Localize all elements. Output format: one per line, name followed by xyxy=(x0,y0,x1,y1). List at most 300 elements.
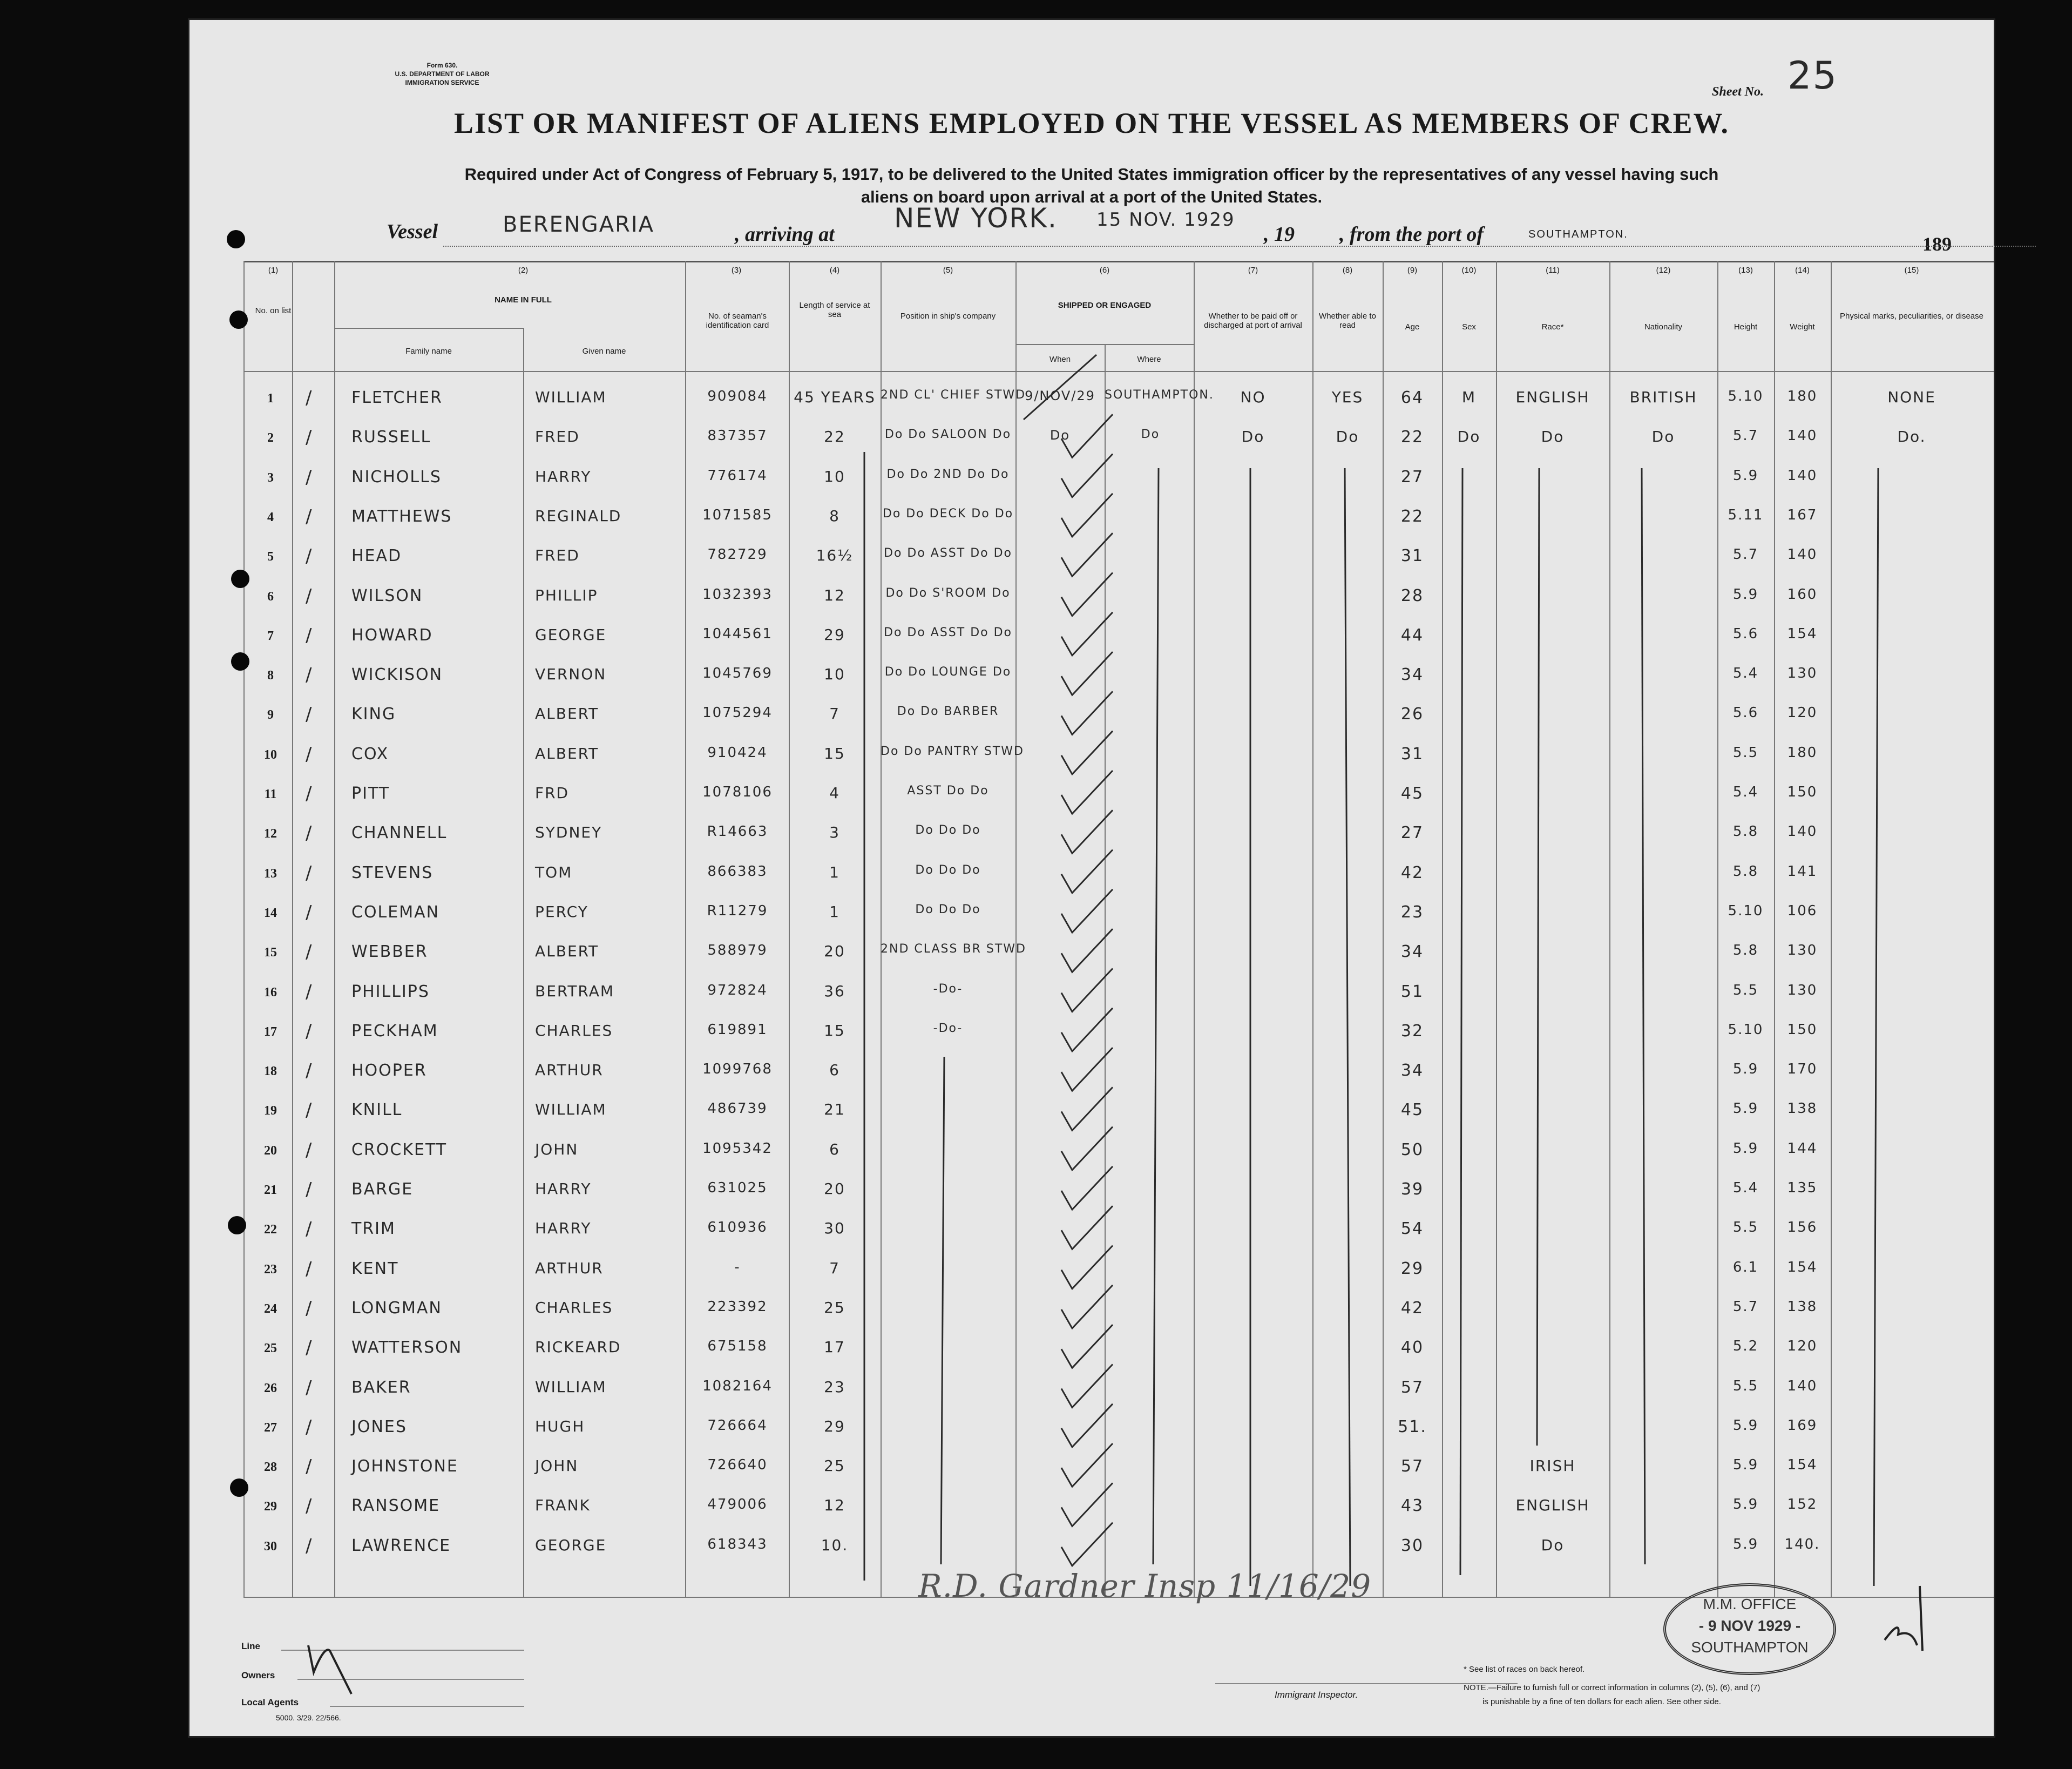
cell-height: 5.5 xyxy=(1732,982,1759,998)
tick-mark xyxy=(1061,1246,1113,1289)
cell-height: 5.9 xyxy=(1732,467,1759,484)
row-check-mark: / xyxy=(306,1495,313,1517)
cell-age: 51. xyxy=(1398,1417,1427,1436)
cell-card: 1095342 xyxy=(702,1140,773,1157)
cell-height: 5.7 xyxy=(1732,1298,1759,1315)
cell-weight: 130 xyxy=(1787,665,1818,682)
no-on-list-header: No. on list xyxy=(255,306,292,315)
cell-given: REGINALD xyxy=(535,507,622,525)
cell-service: 16½ xyxy=(816,546,854,565)
id-card-header: No. of seaman's identification card xyxy=(706,312,769,330)
cell-service: 25 xyxy=(824,1457,845,1475)
cell-marks: NONE xyxy=(1887,388,1936,406)
col-num-9: (9) xyxy=(1407,266,1418,275)
row-number: 11 xyxy=(264,787,277,801)
cell-given: HARRY xyxy=(535,467,592,485)
cell-card: 619891 xyxy=(707,1021,768,1038)
cell-height: 5.7 xyxy=(1732,546,1759,563)
tick-mark xyxy=(1061,1285,1113,1328)
cell-race: Do xyxy=(1541,1536,1565,1554)
cell-given: HUGH xyxy=(535,1417,585,1435)
tick-mark xyxy=(1061,1325,1113,1368)
cell-height: 5.10 xyxy=(1728,902,1764,919)
tick-mark xyxy=(1061,850,1113,893)
cell-service: 45 YEARS xyxy=(794,388,876,406)
agents-rule xyxy=(330,1706,524,1707)
cell-height: 5.9 xyxy=(1732,1140,1759,1157)
page-number: 189 xyxy=(1922,233,1952,255)
cell-position: -Do- xyxy=(933,1021,963,1035)
cell-weight: 160 xyxy=(1787,586,1818,603)
cell-height: 5.9 xyxy=(1732,1061,1759,1078)
cell-weight: 169 xyxy=(1787,1417,1818,1434)
row-check-mark: / xyxy=(306,1297,313,1319)
cell-card: 1078106 xyxy=(702,784,773,800)
cell-position: Do Do LOUNGE Do xyxy=(884,665,1012,679)
cell-family: RUSSELL xyxy=(351,428,431,447)
cell-card: 909084 xyxy=(707,388,768,404)
cell-family: WEBBER xyxy=(351,942,428,962)
cell-height: 5.2 xyxy=(1732,1338,1759,1355)
cell-service: 29 xyxy=(824,625,845,644)
cell-given: HARRY xyxy=(535,1219,592,1238)
cell-card: 1032393 xyxy=(702,586,773,603)
cell-family: STEVENS xyxy=(351,863,434,882)
cell-service: 15 xyxy=(824,1021,845,1039)
cell-service: 17 xyxy=(824,1338,845,1356)
form-line: U.S. DEPARTMENT OF LABOR xyxy=(395,70,490,78)
row-number: 17 xyxy=(264,1024,277,1039)
col-num-13: (13) xyxy=(1738,266,1753,275)
cell-service: 36 xyxy=(824,982,845,1000)
cell-height: 5.4 xyxy=(1732,665,1759,682)
ditto-marks xyxy=(189,20,1994,1736)
tick-mark xyxy=(1061,1048,1113,1091)
cell-height: 5.9 xyxy=(1732,1100,1759,1117)
col-num-14: (14) xyxy=(1795,266,1810,275)
cell-family: PITT xyxy=(351,784,390,803)
col-num-7: (7) xyxy=(1248,266,1258,275)
cell-age: 27 xyxy=(1400,467,1424,487)
agents-label: Local Agents xyxy=(241,1697,299,1707)
col-num-2: (2) xyxy=(518,266,529,275)
cell-card: 618343 xyxy=(707,1536,768,1552)
cell-age: 28 xyxy=(1400,586,1424,605)
tick-mark xyxy=(1061,533,1113,576)
height-header: Height xyxy=(1734,322,1758,332)
cell-height: 5.6 xyxy=(1732,625,1759,642)
row-check-mark: / xyxy=(306,1218,313,1240)
row-number: 30 xyxy=(264,1539,277,1554)
cell-given: GEORGE xyxy=(535,625,607,644)
row-number: 12 xyxy=(264,827,277,841)
cell-height: 5.7 xyxy=(1732,428,1759,444)
arrival-date: 15 NOV. 1929 xyxy=(1096,209,1235,231)
row-check-mark: / xyxy=(306,704,313,726)
initials-scribble xyxy=(1879,1575,1939,1656)
cell-given: GEORGE xyxy=(535,1536,607,1554)
cell-height: 5.8 xyxy=(1732,942,1759,959)
cell-family: PHILLIPS xyxy=(351,982,430,1001)
cell-position: Do Do ASST Do Do xyxy=(884,546,1012,561)
given-name-header: Given name xyxy=(582,347,626,356)
cell-position: ASST Do Do xyxy=(907,784,989,798)
cell-card: 910424 xyxy=(707,744,768,761)
cell-race: ENGLISH xyxy=(1515,388,1590,406)
arriving-port: NEW YORK. xyxy=(894,202,1058,234)
cell-service: 22 xyxy=(824,428,845,446)
row-number: 4 xyxy=(267,510,274,524)
cell-height: 5.5 xyxy=(1732,1219,1759,1236)
cell-family: COLEMAN xyxy=(351,902,440,922)
cell-given: SYDNEY xyxy=(535,823,602,842)
cell-age: 29 xyxy=(1400,1259,1424,1278)
cell-race: Do xyxy=(1541,428,1565,446)
row-check-mark: / xyxy=(306,783,313,805)
tick-mark xyxy=(1061,652,1113,695)
tick-mark xyxy=(1061,1365,1113,1408)
cell-given: BERTRAM xyxy=(535,982,615,1000)
cell-age: 31 xyxy=(1400,546,1424,566)
row-number: 22 xyxy=(264,1223,277,1237)
cell-position: Do Do BARBER xyxy=(897,705,999,719)
cell-weight: 135 xyxy=(1787,1180,1818,1196)
sex-header: Sex xyxy=(1462,322,1476,332)
row-check-mark: / xyxy=(306,1456,313,1478)
col-num-8: (8) xyxy=(1342,266,1353,275)
cell-age: 43 xyxy=(1400,1496,1424,1516)
cell-given: HARRY xyxy=(535,1180,592,1198)
punch-hole xyxy=(227,230,245,248)
row-check-mark: / xyxy=(306,466,313,488)
cell-read: Do xyxy=(1336,428,1359,446)
cell-card: 1075294 xyxy=(702,705,773,721)
cell-nationality: BRITISH xyxy=(1629,388,1697,406)
tick-mark xyxy=(1061,454,1113,497)
cell-age: 27 xyxy=(1400,823,1424,843)
shipped-header: SHIPPED OR ENGAGED xyxy=(1058,301,1152,310)
punch-hole xyxy=(228,1216,246,1234)
cell-age: 42 xyxy=(1400,1298,1424,1318)
from-label: , from the port of xyxy=(1339,223,1484,246)
form-line: Form 630. xyxy=(426,62,458,69)
cell-weight: 170 xyxy=(1787,1061,1818,1078)
cell-family: HOOPER xyxy=(351,1061,427,1081)
cell-service: 15 xyxy=(824,744,845,762)
cell-card: 479006 xyxy=(707,1496,768,1513)
row-number: 23 xyxy=(264,1262,277,1277)
cell-card: 837357 xyxy=(707,428,768,444)
cell-card: 726640 xyxy=(707,1457,768,1474)
cell-service: 21 xyxy=(824,1100,845,1119)
cell-race: IRISH xyxy=(1529,1457,1576,1475)
cell-card: 782729 xyxy=(707,546,768,563)
tick-mark xyxy=(1061,1166,1113,1210)
cell-height: 5.9 xyxy=(1732,1457,1759,1474)
row-number: 10 xyxy=(264,747,277,762)
punch-hole xyxy=(229,310,248,329)
cell-family: JONES xyxy=(351,1417,407,1436)
col-num-6: (6) xyxy=(1099,266,1110,275)
cell-service: 29 xyxy=(824,1417,845,1435)
cell-service: 20 xyxy=(824,942,845,961)
row-number: 2 xyxy=(267,431,274,445)
cell-given: ALBERT xyxy=(535,942,599,961)
arriving-label: , arriving at xyxy=(735,223,835,246)
tick-mark xyxy=(1061,889,1113,933)
row-check-mark: / xyxy=(306,664,313,686)
cell-height: 5.5 xyxy=(1732,744,1759,761)
cell-weight: 106 xyxy=(1787,902,1818,919)
col-num-11: (11) xyxy=(1546,266,1560,275)
cell-age: 64 xyxy=(1400,388,1424,407)
row-check-mark: / xyxy=(306,901,313,923)
row-number: 25 xyxy=(264,1341,277,1356)
row-check-mark: / xyxy=(306,1376,313,1399)
cell-age: 51 xyxy=(1400,982,1424,1001)
row-check-mark: / xyxy=(306,545,313,568)
cell-age: 32 xyxy=(1400,1021,1424,1041)
cell-position: 2ND CL' CHIEF STWD xyxy=(881,388,1026,402)
cell-family: BARGE xyxy=(351,1180,414,1199)
subtitle-line-1: Required under Act of Congress of February 5, 1917, to be delivered to the United States immigration officer by the representatives of any vessel having such xyxy=(464,165,1719,184)
physical-header: Physical marks, peculiarities, or disease xyxy=(1840,312,1983,321)
cell-family: RANSOME xyxy=(351,1496,441,1516)
row-number: 15 xyxy=(264,946,277,960)
year-label: , 19 xyxy=(1264,223,1295,246)
cell-age: 26 xyxy=(1400,705,1424,724)
tick-mark xyxy=(1061,1443,1113,1487)
cell-given: PHILLIP xyxy=(535,586,598,604)
cell-height: 5.4 xyxy=(1732,1180,1759,1196)
cell-service: 30 xyxy=(824,1219,845,1238)
cell-card: - xyxy=(734,1259,741,1275)
cell-family: HEAD xyxy=(351,546,402,566)
col-num-12: (12) xyxy=(1656,266,1671,275)
punch-hole xyxy=(230,1478,248,1497)
cell-weight: 140 xyxy=(1787,823,1818,840)
cell-weight: 120 xyxy=(1787,705,1818,721)
cell-position: Do Do 2ND Do Do xyxy=(886,467,1010,481)
row-check-mark: / xyxy=(306,743,313,765)
sheet-label: Sheet No. xyxy=(1712,85,1764,99)
cell-age: 22 xyxy=(1400,507,1424,526)
tick-mark xyxy=(1061,1523,1113,1566)
cell-nationality: Do xyxy=(1651,428,1675,446)
row-number: 29 xyxy=(264,1500,277,1514)
row-number: 8 xyxy=(267,669,274,683)
cell-card: 1082164 xyxy=(702,1378,773,1394)
cell-position: Do Do SALOON Do xyxy=(884,428,1012,442)
manifest-sheet xyxy=(188,18,1995,1738)
paid-off-header: Whether to be paid off or discharged at port of arrival xyxy=(1204,312,1302,330)
cell-where: SOUTHAMPTON. xyxy=(1105,388,1214,402)
cell-when: 9/NOV/29 xyxy=(1025,388,1095,403)
cell-family: COX xyxy=(351,744,389,764)
cell-card: 610936 xyxy=(707,1219,768,1236)
cell-weight: 156 xyxy=(1787,1219,1818,1236)
sheet-number: 25 xyxy=(1787,53,1838,98)
cell-age: 45 xyxy=(1400,1100,1424,1120)
cell-age: 44 xyxy=(1400,625,1424,645)
cell-family: LONGMAN xyxy=(351,1298,442,1318)
cell-card: 866383 xyxy=(707,863,768,880)
cell-when: Do xyxy=(1049,428,1071,443)
cell-age: 34 xyxy=(1400,942,1424,962)
tick-mark xyxy=(1061,1483,1113,1526)
inspector-signature: R.D. Gardner Insp 11/16/29 xyxy=(918,1568,1372,1604)
tick-mark xyxy=(1061,1206,1113,1249)
cell-given: FRED xyxy=(535,546,580,565)
tick-mark xyxy=(1061,731,1113,774)
cell-height: 5.9 xyxy=(1732,1496,1759,1513)
cell-service: 12 xyxy=(824,1496,845,1515)
cell-height: 5.8 xyxy=(1732,823,1759,840)
row-number: 9 xyxy=(267,708,274,723)
col-num-4: (4) xyxy=(829,266,840,275)
tick-mark xyxy=(1061,771,1113,814)
cell-height: 5.10 xyxy=(1728,1021,1764,1038)
vessel-label: Vessel xyxy=(387,220,438,243)
cell-weight: 140 xyxy=(1787,1378,1818,1394)
cell-given: JOHN xyxy=(535,1140,579,1158)
row-check-mark: / xyxy=(306,1060,313,1082)
row-check-mark: / xyxy=(306,941,313,963)
cell-age: 57 xyxy=(1400,1378,1424,1397)
tick-mark xyxy=(1061,414,1113,457)
row-number: 19 xyxy=(264,1104,277,1118)
cell-given: ALBERT xyxy=(535,744,599,762)
cell-service: 3 xyxy=(829,823,840,842)
when-header: When xyxy=(1049,355,1071,364)
cell-service: 25 xyxy=(824,1298,845,1316)
cell-given: ARTHUR xyxy=(535,1061,604,1079)
row-number: 14 xyxy=(264,906,277,920)
weight-header: Weight xyxy=(1790,322,1815,332)
cell-age: 50 xyxy=(1400,1140,1424,1159)
cell-service: 1 xyxy=(829,863,840,881)
where-header: Where xyxy=(1137,355,1161,364)
cell-given: RICKEARD xyxy=(535,1338,621,1356)
cell-sex: Do xyxy=(1457,428,1481,446)
cell-family: LAWRENCE xyxy=(351,1536,451,1555)
cell-height: 5.9 xyxy=(1732,1536,1759,1552)
cell-age: 54 xyxy=(1400,1219,1424,1239)
cell-position: Do Do Do xyxy=(915,863,981,877)
row-check-mark: / xyxy=(306,1179,313,1200)
inspector-label: Immigrant Inspector. xyxy=(1275,1690,1358,1700)
cell-card: 1099768 xyxy=(702,1061,773,1078)
col-num-15: (15) xyxy=(1904,266,1919,275)
cell-position: Do Do ASST Do Do xyxy=(884,625,1012,639)
row-number: 7 xyxy=(267,629,274,643)
cell-given: JOHN xyxy=(535,1457,579,1475)
cell-family: CROCKETT xyxy=(351,1140,448,1159)
row-check-mark: / xyxy=(306,1020,313,1042)
cell-given: FRANK xyxy=(535,1496,591,1515)
cell-card: 776174 xyxy=(707,467,768,484)
cell-given: FRD xyxy=(535,784,570,802)
cell-given: ALBERT xyxy=(535,705,599,723)
tick-mark xyxy=(1061,929,1113,972)
cell-service: 10 xyxy=(824,665,845,684)
cell-height: 5.9 xyxy=(1732,1417,1759,1434)
cell-age: 39 xyxy=(1400,1180,1424,1199)
row-check-mark: / xyxy=(306,981,313,1003)
cell-weight: 150 xyxy=(1787,784,1818,800)
row-number: 21 xyxy=(264,1183,277,1197)
cell-family: PECKHAM xyxy=(351,1021,438,1041)
cell-height: 6.1 xyxy=(1732,1259,1759,1275)
cell-age: 34 xyxy=(1400,665,1424,685)
cell-given: WILLIAM xyxy=(535,1100,607,1119)
col-num-10: (10) xyxy=(1461,266,1477,275)
cell-card: 223392 xyxy=(707,1298,768,1315)
cell-family: KNILL xyxy=(351,1100,403,1120)
able-read-header: Whether able to read xyxy=(1319,312,1376,330)
cell-weight: 154 xyxy=(1787,625,1818,642)
cell-family: WILSON xyxy=(351,586,423,605)
page-title: LIST OR MANIFEST OF ALIENS EMPLOYED ON THE VESSEL AS MEMBERS OF CREW. xyxy=(453,107,1730,139)
cell-weight: 140. xyxy=(1784,1536,1820,1552)
row-number: 18 xyxy=(264,1064,277,1079)
row-number: 1 xyxy=(267,391,274,406)
row-check-mark: / xyxy=(306,505,313,528)
cell-height: 5.11 xyxy=(1728,507,1764,523)
tick-mark xyxy=(1061,1087,1113,1130)
cell-service: 10 xyxy=(824,467,845,485)
note-2: NOTE.—Failure to furnish full or correct information in columns (2), (5), (6), and (7) xyxy=(1464,1683,1760,1692)
row-check-mark: / xyxy=(306,822,313,845)
row-number: 13 xyxy=(264,866,277,881)
col-num-5: (5) xyxy=(943,266,953,275)
cell-where: Do xyxy=(1141,428,1160,442)
cell-age: 34 xyxy=(1400,1061,1424,1081)
cell-family: KING xyxy=(351,705,396,724)
cell-weight: 120 xyxy=(1787,1338,1818,1355)
cell-weight: 130 xyxy=(1787,982,1818,998)
cell-weight: 144 xyxy=(1787,1140,1818,1157)
cell-read: YES xyxy=(1331,388,1364,406)
cell-marks: Do. xyxy=(1897,428,1926,446)
form-code: 5000. 3/29. 22/566. xyxy=(276,1713,341,1722)
cell-weight: 154 xyxy=(1787,1259,1818,1275)
cell-family: CHANNELL xyxy=(351,823,448,843)
race-header: Race* xyxy=(1541,322,1564,332)
cell-family: JOHNSTONE xyxy=(351,1457,458,1476)
cell-height: 5.4 xyxy=(1732,784,1759,800)
cell-service: 8 xyxy=(829,507,840,525)
tick-mark xyxy=(1061,810,1113,853)
cell-paid: Do xyxy=(1241,428,1265,446)
note-3: is punishable by a fine of ten dollars for each alien. See other side. xyxy=(1482,1697,1721,1706)
cell-age: 40 xyxy=(1400,1338,1424,1358)
cell-race: ENGLISH xyxy=(1515,1496,1590,1515)
cell-height: 5.5 xyxy=(1732,1378,1759,1394)
row-check-mark: / xyxy=(306,1416,313,1438)
note-1: * See list of races on back hereof. xyxy=(1464,1665,1585,1674)
cell-position: Do Do DECK Do Do xyxy=(882,507,1014,521)
tick-mark xyxy=(1061,612,1113,656)
cell-position: Do Do S'ROOM Do xyxy=(885,586,1011,600)
row-number: 16 xyxy=(264,985,277,1000)
cell-service: 23 xyxy=(824,1378,845,1396)
cell-weight: 180 xyxy=(1787,388,1818,404)
cell-sex: M xyxy=(1461,388,1477,406)
row-check-mark: / xyxy=(306,862,313,884)
cell-given: ARTHUR xyxy=(535,1259,604,1277)
nationality-header: Nationality xyxy=(1644,322,1683,332)
